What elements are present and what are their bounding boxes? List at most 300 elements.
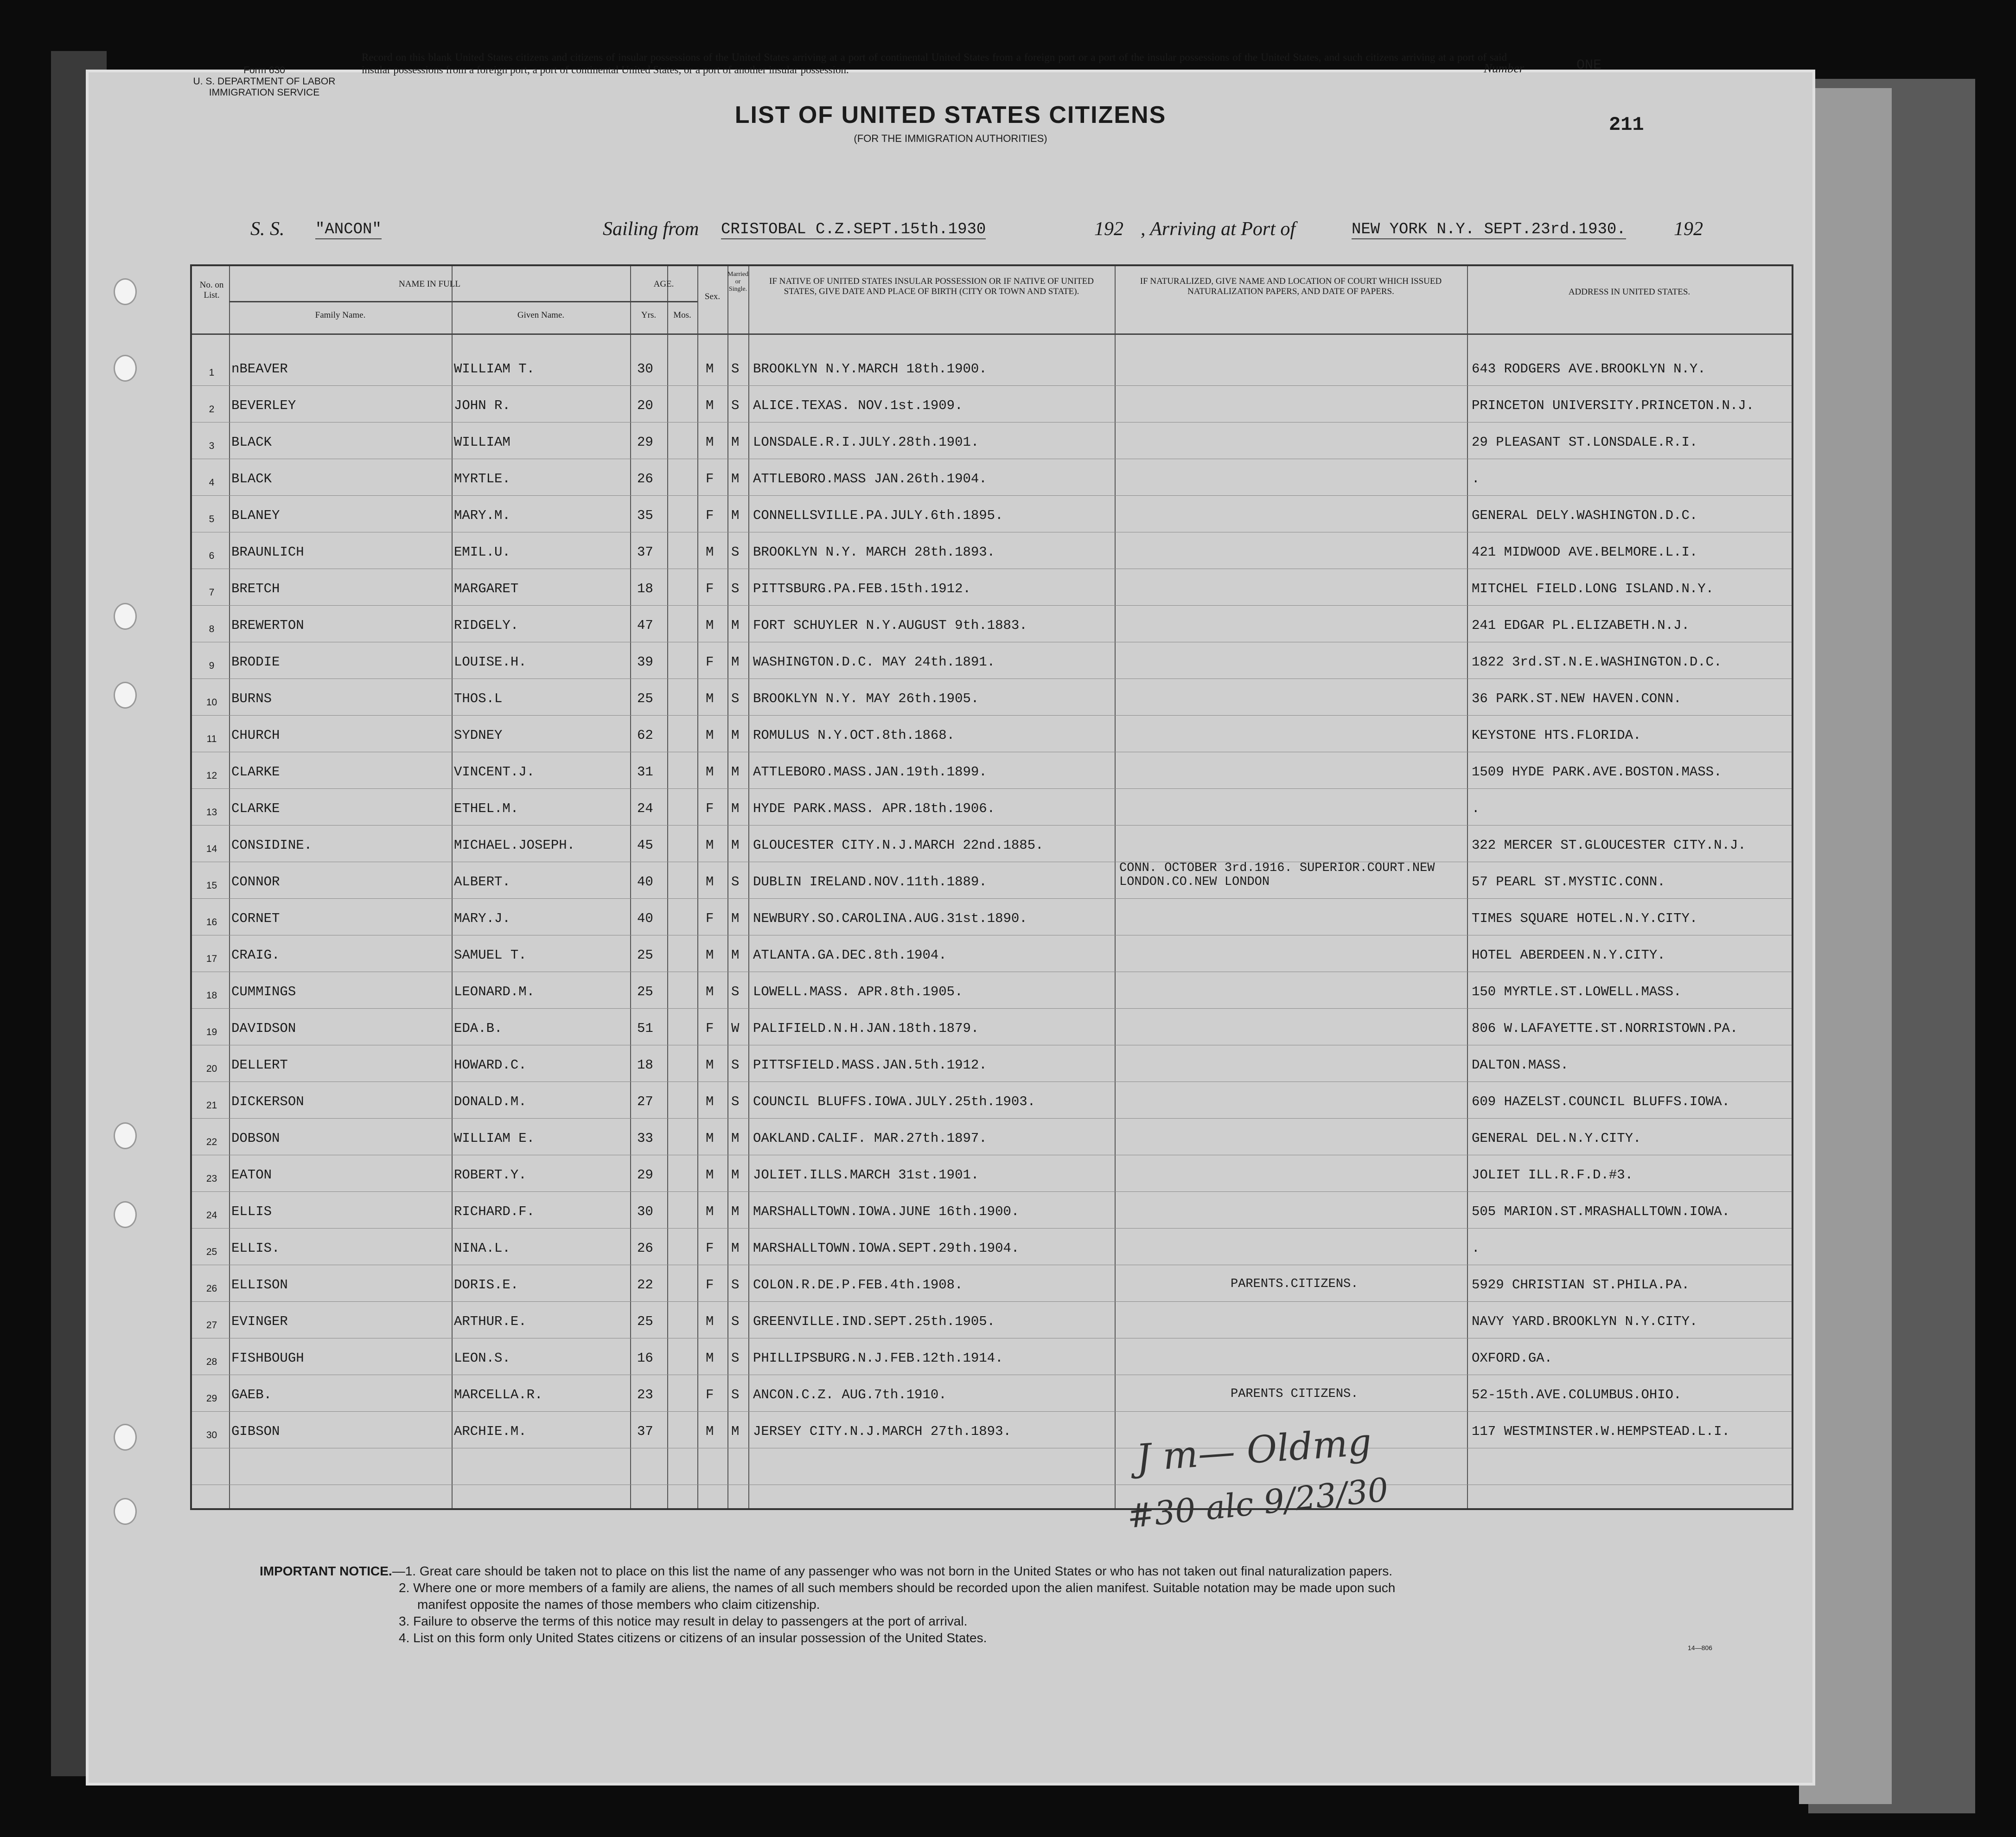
sex: M — [706, 361, 714, 377]
address: JOLIET ILL.R.F.D.#3. — [1472, 1167, 1633, 1183]
sex: F — [706, 508, 714, 523]
birth-place-date: OAKLAND.CALIF. MAR.27th.1897. — [753, 1131, 987, 1146]
family-name: CHURCH — [231, 728, 280, 743]
ship-name: "ANCON" — [315, 221, 382, 238]
given-name: MARY.J. — [454, 911, 510, 926]
family-name: DELLERT — [231, 1057, 288, 1073]
row-number: 7 — [209, 587, 215, 598]
year-suffix-1: 192 — [1094, 218, 1123, 240]
notice-item-1: —1. Great care should be taken not to place on this list the name of any passenger who was not born in the United States or who has not taken out final naturalization papers. — [392, 1564, 1392, 1578]
header-given-name: Given Name. — [517, 310, 565, 320]
age-years: 18 — [637, 1057, 653, 1073]
arriving-value: NEW YORK N.Y. SEPT.23rd.1930. — [1352, 221, 1626, 238]
age-years: 39 — [637, 654, 653, 670]
given-name: MARGARET — [454, 581, 519, 596]
sailing-value: CRISTOBAL C.Z.SEPT.15th.1930 — [721, 221, 986, 238]
sex: M — [706, 1057, 714, 1073]
given-name: MARY.M. — [454, 508, 510, 523]
header-name-in-full: NAME IN FULL — [399, 279, 460, 289]
passenger-table — [190, 264, 1793, 1510]
age-years: 25 — [637, 984, 653, 999]
family-name: BLANEY — [231, 508, 280, 523]
naturalization-info: PARENTS.CITIZENS. — [1231, 1277, 1359, 1291]
birth-place-date: WASHINGTON.D.C. MAY 24th.1891. — [753, 654, 995, 670]
sex: M — [706, 1131, 714, 1146]
family-name: BREWERTON — [231, 618, 304, 633]
row-number: 20 — [206, 1063, 217, 1074]
age-years: 47 — [637, 618, 653, 633]
sex: M — [706, 1167, 714, 1183]
row-number: 11 — [206, 734, 217, 744]
sex: F — [706, 581, 714, 596]
family-name: ELLIS. — [231, 1241, 280, 1256]
row-divider — [192, 678, 1792, 679]
address: 150 MYRTLE.ST.LOWELL.MASS. — [1472, 984, 1682, 999]
age-years: 31 — [637, 764, 653, 780]
punch-hole — [114, 1498, 137, 1525]
given-name: LOUISE.H. — [454, 654, 527, 670]
birth-place-date: ATTLEBORO.MASS JAN.26th.1904. — [753, 471, 987, 486]
marital-status: M — [731, 471, 740, 486]
birth-place-date: FORT SCHUYLER N.Y.AUGUST 9th.1883. — [753, 618, 1027, 633]
marital-status: M — [731, 1167, 740, 1183]
sex: M — [706, 764, 714, 780]
given-name: SYDNEY — [454, 728, 503, 743]
sex: F — [706, 1241, 714, 1256]
age-years: 26 — [637, 1241, 653, 1256]
punch-hole — [114, 603, 137, 630]
age-years: 20 — [637, 398, 653, 413]
marital-status: M — [731, 911, 740, 926]
age-years: 29 — [637, 1167, 653, 1183]
family-name: CONSIDINE. — [231, 838, 313, 853]
age-years: 16 — [637, 1351, 653, 1366]
notice-item-3: 3. Failure to observe the terms of this notice may result in delay to passengers at the port of arrival. — [399, 1614, 968, 1628]
marital-status: M — [731, 838, 740, 853]
address: 1822 3rd.ST.N.E.WASHINGTON.D.C. — [1472, 654, 1722, 670]
marital-status: M — [731, 764, 740, 780]
sex: M — [706, 984, 714, 999]
family-name: BURNS — [231, 691, 272, 706]
age-years: 35 — [637, 508, 653, 523]
address: 505 MARION.ST.MRASHALLTOWN.IOWA. — [1472, 1204, 1730, 1219]
birth-place-date: PHILLIPSBURG.N.J.FEB.12th.1914. — [753, 1351, 1003, 1366]
age-years: 30 — [637, 361, 653, 377]
row-number: 4 — [209, 477, 215, 488]
row-number: 18 — [206, 990, 217, 1001]
birth-place-date: BROOKLYN N.Y. MAY 26th.1905. — [753, 691, 979, 706]
row-divider — [192, 1228, 1792, 1229]
address: 52-15th.AVE.COLUMBUS.OHIO. — [1472, 1387, 1682, 1402]
form-print-code: 14—806 — [1688, 1644, 1712, 1651]
header-yrs: Yrs. — [641, 310, 657, 320]
birth-place-date: LOWELL.MASS. APR.8th.1905. — [753, 984, 963, 999]
address: 1509 HYDE PARK.AVE.BOSTON.MASS. — [1472, 764, 1722, 780]
row-divider — [192, 1008, 1792, 1009]
family-name: ELLIS — [231, 1204, 272, 1219]
address: HOTEL ABERDEEN.N.Y.CITY. — [1472, 947, 1665, 963]
birth-place-date: DUBLIN IRELAND.NOV.11th.1889. — [753, 874, 987, 890]
birth-place-date: BROOKLYN N.Y.MARCH 18th.1900. — [753, 361, 987, 377]
row-number: 30 — [206, 1430, 217, 1440]
age-years: 23 — [637, 1387, 653, 1402]
given-name: WILLIAM — [454, 435, 510, 450]
given-name: JOHN R. — [454, 398, 510, 413]
row-number: 17 — [206, 954, 217, 964]
birth-place-date: ALICE.TEXAS. NOV.1st.1909. — [753, 398, 963, 413]
given-name: LEONARD.M. — [454, 984, 535, 999]
birth-place-date: ATLANTA.GA.DEC.8th.1904. — [753, 947, 947, 963]
birth-place-date: CONNELLSVILLE.PA.JULY.6th.1895. — [753, 508, 1003, 523]
family-name: DOBSON — [231, 1131, 280, 1146]
row-number: 9 — [209, 660, 215, 671]
sex: M — [706, 874, 714, 890]
marital-status: S — [731, 874, 740, 890]
notice-lead: IMPORTANT NOTICE. — [260, 1564, 392, 1578]
address: KEYSTONE HTS.FLORIDA. — [1472, 728, 1641, 743]
age-years: 40 — [637, 874, 653, 890]
birth-place-date: BROOKLYN N.Y. MARCH 28th.1893. — [753, 544, 995, 560]
given-name: NINA.L. — [454, 1241, 510, 1256]
birth-place-date: HYDE PARK.MASS. APR.18th.1906. — [753, 801, 995, 816]
age-years: 18 — [637, 581, 653, 596]
marital-status: M — [731, 1204, 740, 1219]
marital-status: M — [731, 654, 740, 670]
family-name: DICKERSON — [231, 1094, 304, 1109]
birth-place-date: JERSEY CITY.N.J.MARCH 27th.1893. — [753, 1424, 1011, 1439]
birth-place-date: NEWBURY.SO.CAROLINA.AUG.31st.1890. — [753, 911, 1027, 926]
birth-place-date: COUNCIL BLUFFS.IOWA.JULY.25th.1903. — [753, 1094, 1036, 1109]
address: DALTON.MASS. — [1472, 1057, 1569, 1073]
sex: M — [706, 1424, 714, 1439]
address: . — [1472, 1241, 1480, 1256]
marital-status: S — [731, 1351, 740, 1366]
marital-status: S — [731, 581, 740, 596]
given-name: WILLIAM E. — [454, 1131, 535, 1146]
given-name: ETHEL.M. — [454, 801, 519, 816]
birth-place-date: COLON.R.DE.P.FEB.4th.1908. — [753, 1277, 963, 1293]
notice-item-4: 4. List on this form only United States citizens or citizens of an insular possession of the United States. — [399, 1631, 987, 1645]
family-name: FISHBOUGH — [231, 1351, 304, 1366]
important-notice — [260, 1563, 1771, 1646]
sex: M — [706, 618, 714, 633]
family-name: CUMMINGS — [231, 984, 296, 999]
birth-place-date: PITTSBURG.PA.FEB.15th.1912. — [753, 581, 971, 596]
sex: M — [706, 1094, 714, 1109]
marital-status: S — [731, 361, 740, 377]
page-number: 211 — [1609, 114, 1644, 136]
address: . — [1472, 471, 1480, 486]
given-name: MICHAEL.JOSEPH. — [454, 838, 575, 853]
sailing-label: Sailing from — [603, 218, 699, 240]
sex: M — [706, 435, 714, 450]
given-name: RIDGELY. — [454, 618, 519, 633]
marital-status: M — [731, 801, 740, 816]
family-name: CRAIG. — [231, 947, 280, 963]
header-mos: Mos. — [673, 310, 691, 320]
address: 421 MIDWOOD AVE.BELMORE.L.I. — [1472, 544, 1698, 560]
punch-hole — [114, 682, 137, 709]
address: 609 HAZELST.COUNCIL BLUFFS.IOWA. — [1472, 1094, 1730, 1109]
birth-place-date: ROMULUS N.Y.OCT.8th.1868. — [753, 728, 955, 743]
marital-status: S — [731, 984, 740, 999]
row-divider — [192, 715, 1792, 716]
given-name: MYRTLE. — [454, 471, 510, 486]
family-name: EVINGER — [231, 1314, 288, 1329]
given-name: HOWARD.C. — [454, 1057, 527, 1073]
sex: F — [706, 471, 714, 486]
inspector-date-note: #30 alc 9/23/30 — [1125, 1470, 1391, 1536]
address: 36 PARK.ST.NEW HAVEN.CONN. — [1472, 691, 1682, 706]
family-name: EATON — [231, 1167, 272, 1183]
address: GENERAL DELY.WASHINGTON.D.C. — [1472, 508, 1698, 523]
row-number: 19 — [206, 1027, 217, 1037]
row-number: 28 — [206, 1357, 217, 1367]
address: OXFORD.GA. — [1472, 1351, 1553, 1366]
row-number: 2 — [209, 404, 215, 415]
given-name: THOS.L — [454, 691, 503, 706]
header-sex: Sex. — [704, 292, 721, 301]
row-divider — [192, 605, 1792, 606]
header-no: No. on List. — [199, 280, 224, 300]
address: TIMES SQUARE HOTEL.N.Y.CITY. — [1472, 911, 1698, 926]
given-name: ALBERT. — [454, 874, 510, 890]
age-years: 30 — [637, 1204, 653, 1219]
family-name: GIBSON — [231, 1424, 280, 1439]
age-years: 25 — [637, 691, 653, 706]
family-name: ELLISON — [231, 1277, 288, 1293]
given-name: WILLIAM T. — [454, 361, 535, 377]
notice-item-2-cont: manifest opposite the names of those members who claim citizenship. — [417, 1597, 820, 1612]
row-divider — [192, 788, 1792, 789]
row-number: 27 — [206, 1320, 217, 1331]
given-name: RICHARD.F. — [454, 1204, 535, 1219]
marital-status: M — [731, 728, 740, 743]
address: NAVY YARD.BROOKLYN N.Y.CITY. — [1472, 1314, 1698, 1329]
sex: F — [706, 1277, 714, 1293]
form-instruction: Record on this blank United States citizens and citizens of insular possessions of the United States arriving at a port of continental United States from a foreign port or a port of the insular possessions of the United States, and such citizens arriving at a port of said insular possessions from a foreign port, a port of continental United States, or a port of another insular possession. — [362, 51, 1507, 76]
address: 29 PLEASANT ST.LONSDALE.R.I. — [1472, 435, 1698, 450]
marital-status: M — [731, 1131, 740, 1146]
marital-status: S — [731, 398, 740, 413]
age-years: 37 — [637, 1424, 653, 1439]
row-number: 15 — [206, 880, 217, 891]
row-number: 26 — [206, 1283, 217, 1294]
age-years: 37 — [637, 544, 653, 560]
page-title: LIST OF UNITED STATES CITIZENS — [734, 102, 1167, 128]
sex: F — [706, 801, 714, 816]
sex: M — [706, 398, 714, 413]
row-number: 13 — [206, 807, 217, 818]
address: 57 PEARL ST.MYSTIC.CONN. — [1472, 874, 1665, 890]
sex: M — [706, 544, 714, 560]
punch-hole — [114, 1201, 137, 1228]
age-years: 24 — [637, 801, 653, 816]
row-number: 12 — [206, 770, 217, 781]
row-divider — [192, 1301, 1792, 1302]
age-years: 40 — [637, 911, 653, 926]
arriving-label: , Arriving at Port of — [1141, 218, 1296, 240]
family-name: BRODIE — [231, 654, 280, 670]
birth-place-date: PITTSFIELD.MASS.JAN.5th.1912. — [753, 1057, 987, 1073]
address: MITCHEL FIELD.LONG ISLAND.N.Y. — [1472, 581, 1714, 596]
family-name: nBEAVER — [231, 361, 288, 377]
age-years: 25 — [637, 1314, 653, 1329]
marital-status: S — [731, 544, 740, 560]
marital-status: S — [731, 1277, 740, 1293]
family-name: GAEB. — [231, 1387, 272, 1402]
birth-place-date: MARSHALLTOWN.IOWA.JUNE 16th.1900. — [753, 1204, 1020, 1219]
ss-label: S. S. — [250, 218, 285, 240]
year-suffix-2: 192 — [1674, 218, 1703, 240]
address: 322 MERCER ST.GLOUCESTER CITY.N.J. — [1472, 838, 1746, 853]
marital-status: S — [731, 691, 740, 706]
address: . — [1472, 801, 1480, 816]
form-identifier — [188, 65, 341, 98]
address: 241 EDGAR PL.ELIZABETH.N.J. — [1472, 618, 1690, 633]
family-name: BRETCH — [231, 581, 280, 596]
age-years: 51 — [637, 1021, 653, 1036]
row-number: 21 — [206, 1100, 217, 1111]
birth-place-date: PALIFIELD.N.H.JAN.18th.1879. — [753, 1021, 979, 1036]
family-name: CONNOR — [231, 874, 280, 890]
row-number: 24 — [206, 1210, 217, 1221]
sex: M — [706, 838, 714, 853]
row-number: 25 — [206, 1247, 217, 1257]
row-divider — [192, 495, 1792, 496]
row-number: 8 — [209, 624, 215, 634]
birth-place-date: MARSHALLTOWN.IOWA.SEPT.29th.1904. — [753, 1241, 1020, 1256]
header-family-name: Family Name. — [315, 310, 366, 320]
row-number: 5 — [209, 514, 215, 525]
age-years: 33 — [637, 1131, 653, 1146]
family-name: BEVERLEY — [231, 398, 296, 413]
row-number: 22 — [206, 1137, 217, 1147]
marital-status: M — [731, 508, 740, 523]
birth-place-date: GREENVILLE.IND.SEPT.25th.1905. — [753, 1314, 995, 1329]
sex: F — [706, 1021, 714, 1036]
inspector-signature: J m— Oldmg — [1135, 1420, 1373, 1480]
given-name: VINCENT.J. — [454, 764, 535, 780]
age-years: 62 — [637, 728, 653, 743]
marital-status: S — [731, 1094, 740, 1109]
row-number: 16 — [206, 917, 217, 928]
punch-hole — [114, 355, 137, 382]
row-divider — [192, 1411, 1792, 1412]
family-name: BRAUNLICH — [231, 544, 304, 560]
address: 117 WESTMINSTER.W.HEMPSTEAD.L.I. — [1472, 1424, 1730, 1439]
row-number: 6 — [209, 550, 215, 561]
row-number: 14 — [206, 844, 217, 854]
family-name: BLACK — [231, 471, 272, 486]
family-name: CLARKE — [231, 801, 280, 816]
given-name: EDA.B. — [454, 1021, 503, 1036]
marital-status: M — [731, 435, 740, 450]
row-divider — [192, 1191, 1792, 1192]
row-divider — [192, 385, 1792, 386]
header-married: Married or Single. — [727, 271, 749, 293]
family-name: CORNET — [231, 911, 280, 926]
number-value: ONE — [1576, 58, 1602, 73]
address: 806 W.LAFAYETTE.ST.NORRISTOWN.PA. — [1472, 1021, 1738, 1036]
voyage-line — [158, 218, 1734, 246]
sex: M — [706, 1204, 714, 1219]
service-name: IMMIGRATION SERVICE — [209, 87, 320, 98]
given-name: DORIS.E. — [454, 1277, 519, 1293]
family-name: BLACK — [231, 435, 272, 450]
marital-status: S — [731, 1387, 740, 1402]
marital-status: W — [731, 1021, 740, 1036]
department-name: U. S. DEPARTMENT OF LABOR — [193, 76, 336, 87]
row-divider — [192, 898, 1792, 899]
sex: M — [706, 691, 714, 706]
age-years: 26 — [637, 471, 653, 486]
form-number: Form 630 — [243, 65, 285, 76]
punch-hole — [114, 1122, 137, 1149]
sex: F — [706, 1387, 714, 1402]
marital-status: S — [731, 1314, 740, 1329]
sex: M — [706, 728, 714, 743]
birth-place-date: LONSDALE.R.I.JULY.28th.1901. — [753, 435, 979, 450]
sex: F — [706, 654, 714, 670]
birth-place-date: JOLIET.ILLS.MARCH 31st.1901. — [753, 1167, 979, 1183]
page-subtitle: (FOR THE IMMIGRATION AUTHORITIES) — [854, 133, 1047, 144]
birth-place-date: ANCON.C.Z. AUG.7th.1910. — [753, 1387, 947, 1402]
naturalization-info: CONN. OCTOBER 3rd.1916. SUPERIOR.COURT.NEW LONDON.CO.NEW LONDON — [1119, 861, 1435, 889]
header-address: ADDRESS IN UNITED STATES. — [1568, 287, 1691, 297]
sex: M — [706, 1314, 714, 1329]
row-number: 3 — [209, 441, 215, 451]
given-name: ARCHIE.M. — [454, 1424, 527, 1439]
naturalization-info: PARENTS CITIZENS. — [1231, 1387, 1359, 1401]
row-number: 10 — [206, 697, 217, 708]
address: 643 RODGERS AVE.BROOKLYN N.Y. — [1472, 361, 1706, 377]
marital-status: M — [731, 618, 740, 633]
sex: M — [706, 1351, 714, 1366]
age-years: 29 — [637, 435, 653, 450]
row-divider — [192, 1118, 1792, 1119]
family-name: CLARKE — [231, 764, 280, 780]
address: GENERAL DEL.N.Y.CITY. — [1472, 1131, 1641, 1146]
row-number: 29 — [206, 1393, 217, 1404]
marital-status: M — [731, 1241, 740, 1256]
family-name: DAVIDSON — [231, 1021, 296, 1036]
given-name: SAMUEL T. — [454, 947, 527, 963]
row-number: 23 — [206, 1173, 217, 1184]
header-naturalized: IF NATURALIZED, GIVE NAME AND LOCATION OF COURT WHICH ISSUED NATURALIZATION PAPERS, AND DATE OF PAPERS. — [1140, 276, 1442, 296]
sex: F — [706, 911, 714, 926]
birth-place-date: GLOUCESTER CITY.N.J.MARCH 22nd.1885. — [753, 838, 1044, 853]
age-years: 22 — [637, 1277, 653, 1293]
given-name: ARTHUR.E. — [454, 1314, 527, 1329]
age-years: 27 — [637, 1094, 653, 1109]
address: PRINCETON UNIVERSITY.PRINCETON.N.J. — [1472, 398, 1754, 413]
given-name: MARCELLA.R. — [454, 1387, 543, 1402]
given-name: DONALD.M. — [454, 1094, 527, 1109]
notice-item-2: 2. Where one or more members of a family are aliens, the names of all such members should be recorded upon the alien manifest. Suitable notation may be made upon such — [399, 1581, 1396, 1595]
marital-status: S — [731, 1057, 740, 1073]
age-years: 45 — [637, 838, 653, 853]
given-name: ROBERT.Y. — [454, 1167, 527, 1183]
punch-hole — [114, 278, 137, 305]
header-native: IF NATIVE OF UNITED STATES INSULAR POSSESSION OR IF NATIVE OF UNITED STATES, GIVE DATE AND PLACE OF BIRTH (CITY OR TOWN AND STATE). — [769, 276, 1094, 296]
row-divider — [192, 825, 1792, 826]
sex: M — [706, 947, 714, 963]
given-name: EMIL.U. — [454, 544, 510, 560]
marital-status: M — [731, 1424, 740, 1439]
header-age: AGE. — [653, 279, 674, 289]
given-name: LEON.S. — [454, 1351, 510, 1366]
